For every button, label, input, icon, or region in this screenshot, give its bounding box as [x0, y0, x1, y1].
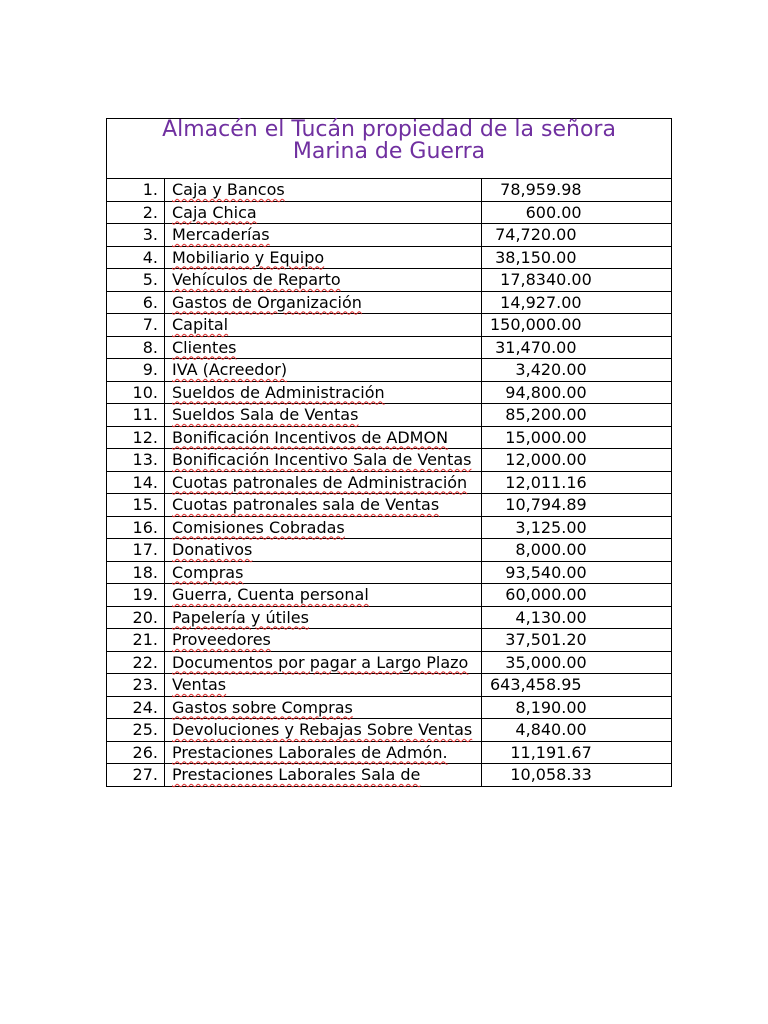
table-row — [107, 561, 672, 584]
table-row — [107, 336, 672, 359]
account-name: Bonificación Incentivos de ADMON — [165, 426, 482, 449]
row-number: 22. — [107, 651, 165, 674]
account-amount: 8,190.00 — [482, 696, 672, 719]
table-row — [107, 246, 672, 269]
account-amount: 10,058.33 — [482, 764, 672, 787]
table-row — [107, 719, 672, 742]
table-row — [107, 404, 672, 427]
row-number: 13. — [107, 449, 165, 472]
row-number: 19. — [107, 584, 165, 607]
row-number: 14. — [107, 471, 165, 494]
row-number: 10. — [107, 381, 165, 404]
account-amount: 17,8340.00 — [482, 269, 672, 292]
table-row — [107, 674, 672, 697]
table-row — [107, 651, 672, 674]
account-name: Caja Chica — [165, 201, 482, 224]
account-name: Mobiliario y Equipo — [165, 246, 482, 269]
row-number: 27. — [107, 764, 165, 787]
account-name: Compras — [165, 561, 482, 584]
account-name: Gastos sobre Compras — [165, 696, 482, 719]
table-row — [107, 314, 672, 337]
row-number: 17. — [107, 539, 165, 562]
table-row — [107, 179, 672, 202]
row-number: 21. — [107, 629, 165, 652]
row-number: 25. — [107, 719, 165, 742]
account-amount: 35,000.00 — [482, 651, 672, 674]
table-row — [107, 359, 672, 382]
account-name: Capital — [165, 314, 482, 337]
row-number: 11. — [107, 404, 165, 427]
row-number: 23. — [107, 674, 165, 697]
account-name: Sueldos Sala de Ventas — [165, 404, 482, 427]
accounts-table — [106, 118, 672, 787]
table-row — [107, 494, 672, 517]
account-amount: 10,794.89 — [482, 494, 672, 517]
document-title — [107, 119, 672, 179]
account-amount: 600.00 — [482, 201, 672, 224]
account-name: Proveedores — [165, 629, 482, 652]
account-name: Devoluciones y Rebajas Sobre Ventas — [165, 719, 482, 742]
table-row — [107, 629, 672, 652]
account-name: Ventas — [165, 674, 482, 697]
account-amount: 12,000.00 — [482, 449, 672, 472]
account-name: Guerra, Cuenta personal — [165, 584, 482, 607]
account-amount: 60,000.00 — [482, 584, 672, 607]
table-row — [107, 741, 672, 764]
account-name: Clientes — [165, 336, 482, 359]
account-name: Bonificación Incentivo Sala de Ventas — [165, 449, 482, 472]
account-name: Mercaderías — [165, 224, 482, 247]
table-row — [107, 381, 672, 404]
account-name: Prestaciones Laborales de Admón. — [165, 741, 482, 764]
table-row — [107, 539, 672, 562]
title-line-2: Marina de Guerra — [292, 138, 486, 164]
row-number: 4. — [107, 246, 165, 269]
account-name: Cuotas patronales sala de Ventas — [165, 494, 482, 517]
row-number: 20. — [107, 606, 165, 629]
table-row — [107, 584, 672, 607]
row-number: 15. — [107, 494, 165, 517]
account-amount: 94,800.00 — [482, 381, 672, 404]
account-name: Prestaciones Laborales Sala de — [165, 764, 482, 787]
account-amount: 14,927.00 — [482, 291, 672, 314]
account-amount: 3,420.00 — [482, 359, 672, 382]
account-amount: 85,200.00 — [482, 404, 672, 427]
table-row — [107, 449, 672, 472]
table-row — [107, 426, 672, 449]
account-amount: 3,125.00 — [482, 516, 672, 539]
table-row — [107, 516, 672, 539]
row-number: 26. — [107, 741, 165, 764]
row-number: 2. — [107, 201, 165, 224]
account-amount: 643,458.95 — [482, 674, 672, 697]
account-name: IVA (Acreedor) — [165, 359, 482, 382]
row-number: 16. — [107, 516, 165, 539]
account-name: Vehículos de Reparto — [165, 269, 482, 292]
account-amount: 37,501.20 — [482, 629, 672, 652]
account-name: Documentos por pagar a Largo Plazo — [165, 651, 482, 674]
table-row — [107, 764, 672, 787]
account-amount: 4,840.00 — [482, 719, 672, 742]
account-name: Cuotas patronales de Administración — [165, 471, 482, 494]
account-name: Papelería y útiles — [165, 606, 482, 629]
account-name: Caja y Bancos — [165, 179, 482, 202]
row-number: 8. — [107, 336, 165, 359]
account-amount: 15,000.00 — [482, 426, 672, 449]
title-row — [107, 119, 672, 179]
account-amount: 38,150.00 — [482, 246, 672, 269]
account-amount: 31,470.00 — [482, 336, 672, 359]
row-number: 12. — [107, 426, 165, 449]
table-row — [107, 224, 672, 247]
account-amount: 11,191.67 — [482, 741, 672, 764]
row-number: 18. — [107, 561, 165, 584]
account-name: Gastos de Organización — [165, 291, 482, 314]
account-amount: 12,011.16 — [482, 471, 672, 494]
account-amount: 150,000.00 — [482, 314, 672, 337]
account-name: Donativos — [165, 539, 482, 562]
row-number: 1. — [107, 179, 165, 202]
table-row — [107, 606, 672, 629]
account-amount: 8,000.00 — [482, 539, 672, 562]
account-amount: 4,130.00 — [482, 606, 672, 629]
row-number: 7. — [107, 314, 165, 337]
account-amount: 78,959.98 — [482, 179, 672, 202]
account-rows — [107, 179, 672, 787]
row-number: 3. — [107, 224, 165, 247]
title-line-1: Almacén el Tucán propiedad de la señora — [162, 117, 616, 142]
row-number: 24. — [107, 696, 165, 719]
account-name: Comisiones Cobradas — [165, 516, 482, 539]
table-row — [107, 471, 672, 494]
table-row — [107, 201, 672, 224]
account-name: Sueldos de Administración — [165, 381, 482, 404]
account-amount: 74,720.00 — [482, 224, 672, 247]
row-number: 6. — [107, 291, 165, 314]
table-row — [107, 696, 672, 719]
table-row — [107, 291, 672, 314]
row-number: 9. — [107, 359, 165, 382]
table-row — [107, 269, 672, 292]
row-number: 5. — [107, 269, 165, 292]
account-amount: 93,540.00 — [482, 561, 672, 584]
